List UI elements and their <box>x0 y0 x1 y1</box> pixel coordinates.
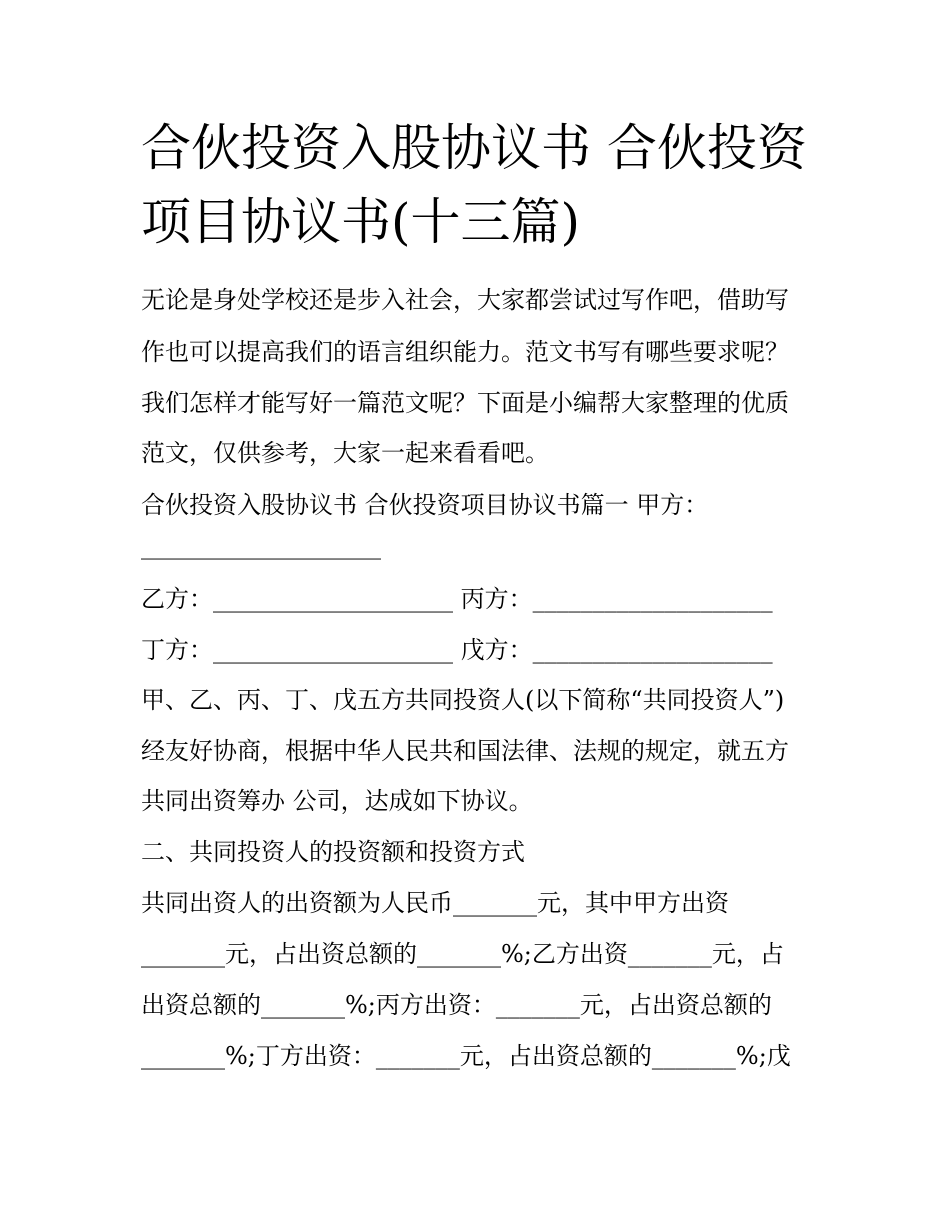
section-heading-party-a: 合伙投资入股协议书 合伙投资项目协议书篇一 甲方： <box>141 491 709 519</box>
party-b-c-line: 乙方：____________________ 丙方：____________________ <box>141 585 773 613</box>
intro-paragraph-line-3: 我们怎样才能写好一篇范文呢？下面是小编帮大家整理的优质 <box>141 389 789 417</box>
intro-paragraph-line-2: 作也可以提高我们的语言组织能力。范文书写有哪些要求呢？ <box>141 338 789 366</box>
investment-paragraph-line-4: _______%;丁方出资：_______元，占出资总额的_______%;戊 <box>141 1042 791 1070</box>
party-a-blank: ____________________ <box>141 532 381 560</box>
investment-paragraph-line-2: _______元，占出资总额的_______%;乙方出资_______元，占 <box>141 940 784 968</box>
document-title-line-1: 合伙投资入股协议书 合伙投资 <box>141 119 807 177</box>
agreement-paragraph-line-1: 甲、乙、丙、丁、戊五方共同投资人(以下简称“共同投资人”) <box>141 686 785 714</box>
agreement-paragraph-line-3: 共同出资筹办 公司，达成如下协议。 <box>141 787 533 815</box>
investment-paragraph-line-1: 共同出资人的出资额为人民币_______元，其中甲方出资 <box>141 889 729 917</box>
intro-paragraph-line-1: 无论是身处学校还是步入社会，大家都尝试过写作吧，借助写 <box>141 286 789 314</box>
intro-paragraph-line-4: 范文，仅供参考，大家一起来看看吧。 <box>141 439 549 467</box>
party-d-e-line: 丁方：____________________ 戊方：____________________ <box>141 636 773 664</box>
section-heading-investment: 二、共同投资人的投资额和投资方式 <box>141 838 525 866</box>
document-title-line-2: 项目协议书(十三篇) <box>141 193 581 251</box>
agreement-paragraph-line-2: 经友好协商，根据中华人民共和国法律、法规的规定，就五方 <box>141 737 789 765</box>
investment-paragraph-line-3: 出资总额的_______%;丙方出资：_______元，占出资总额的 <box>141 991 772 1019</box>
